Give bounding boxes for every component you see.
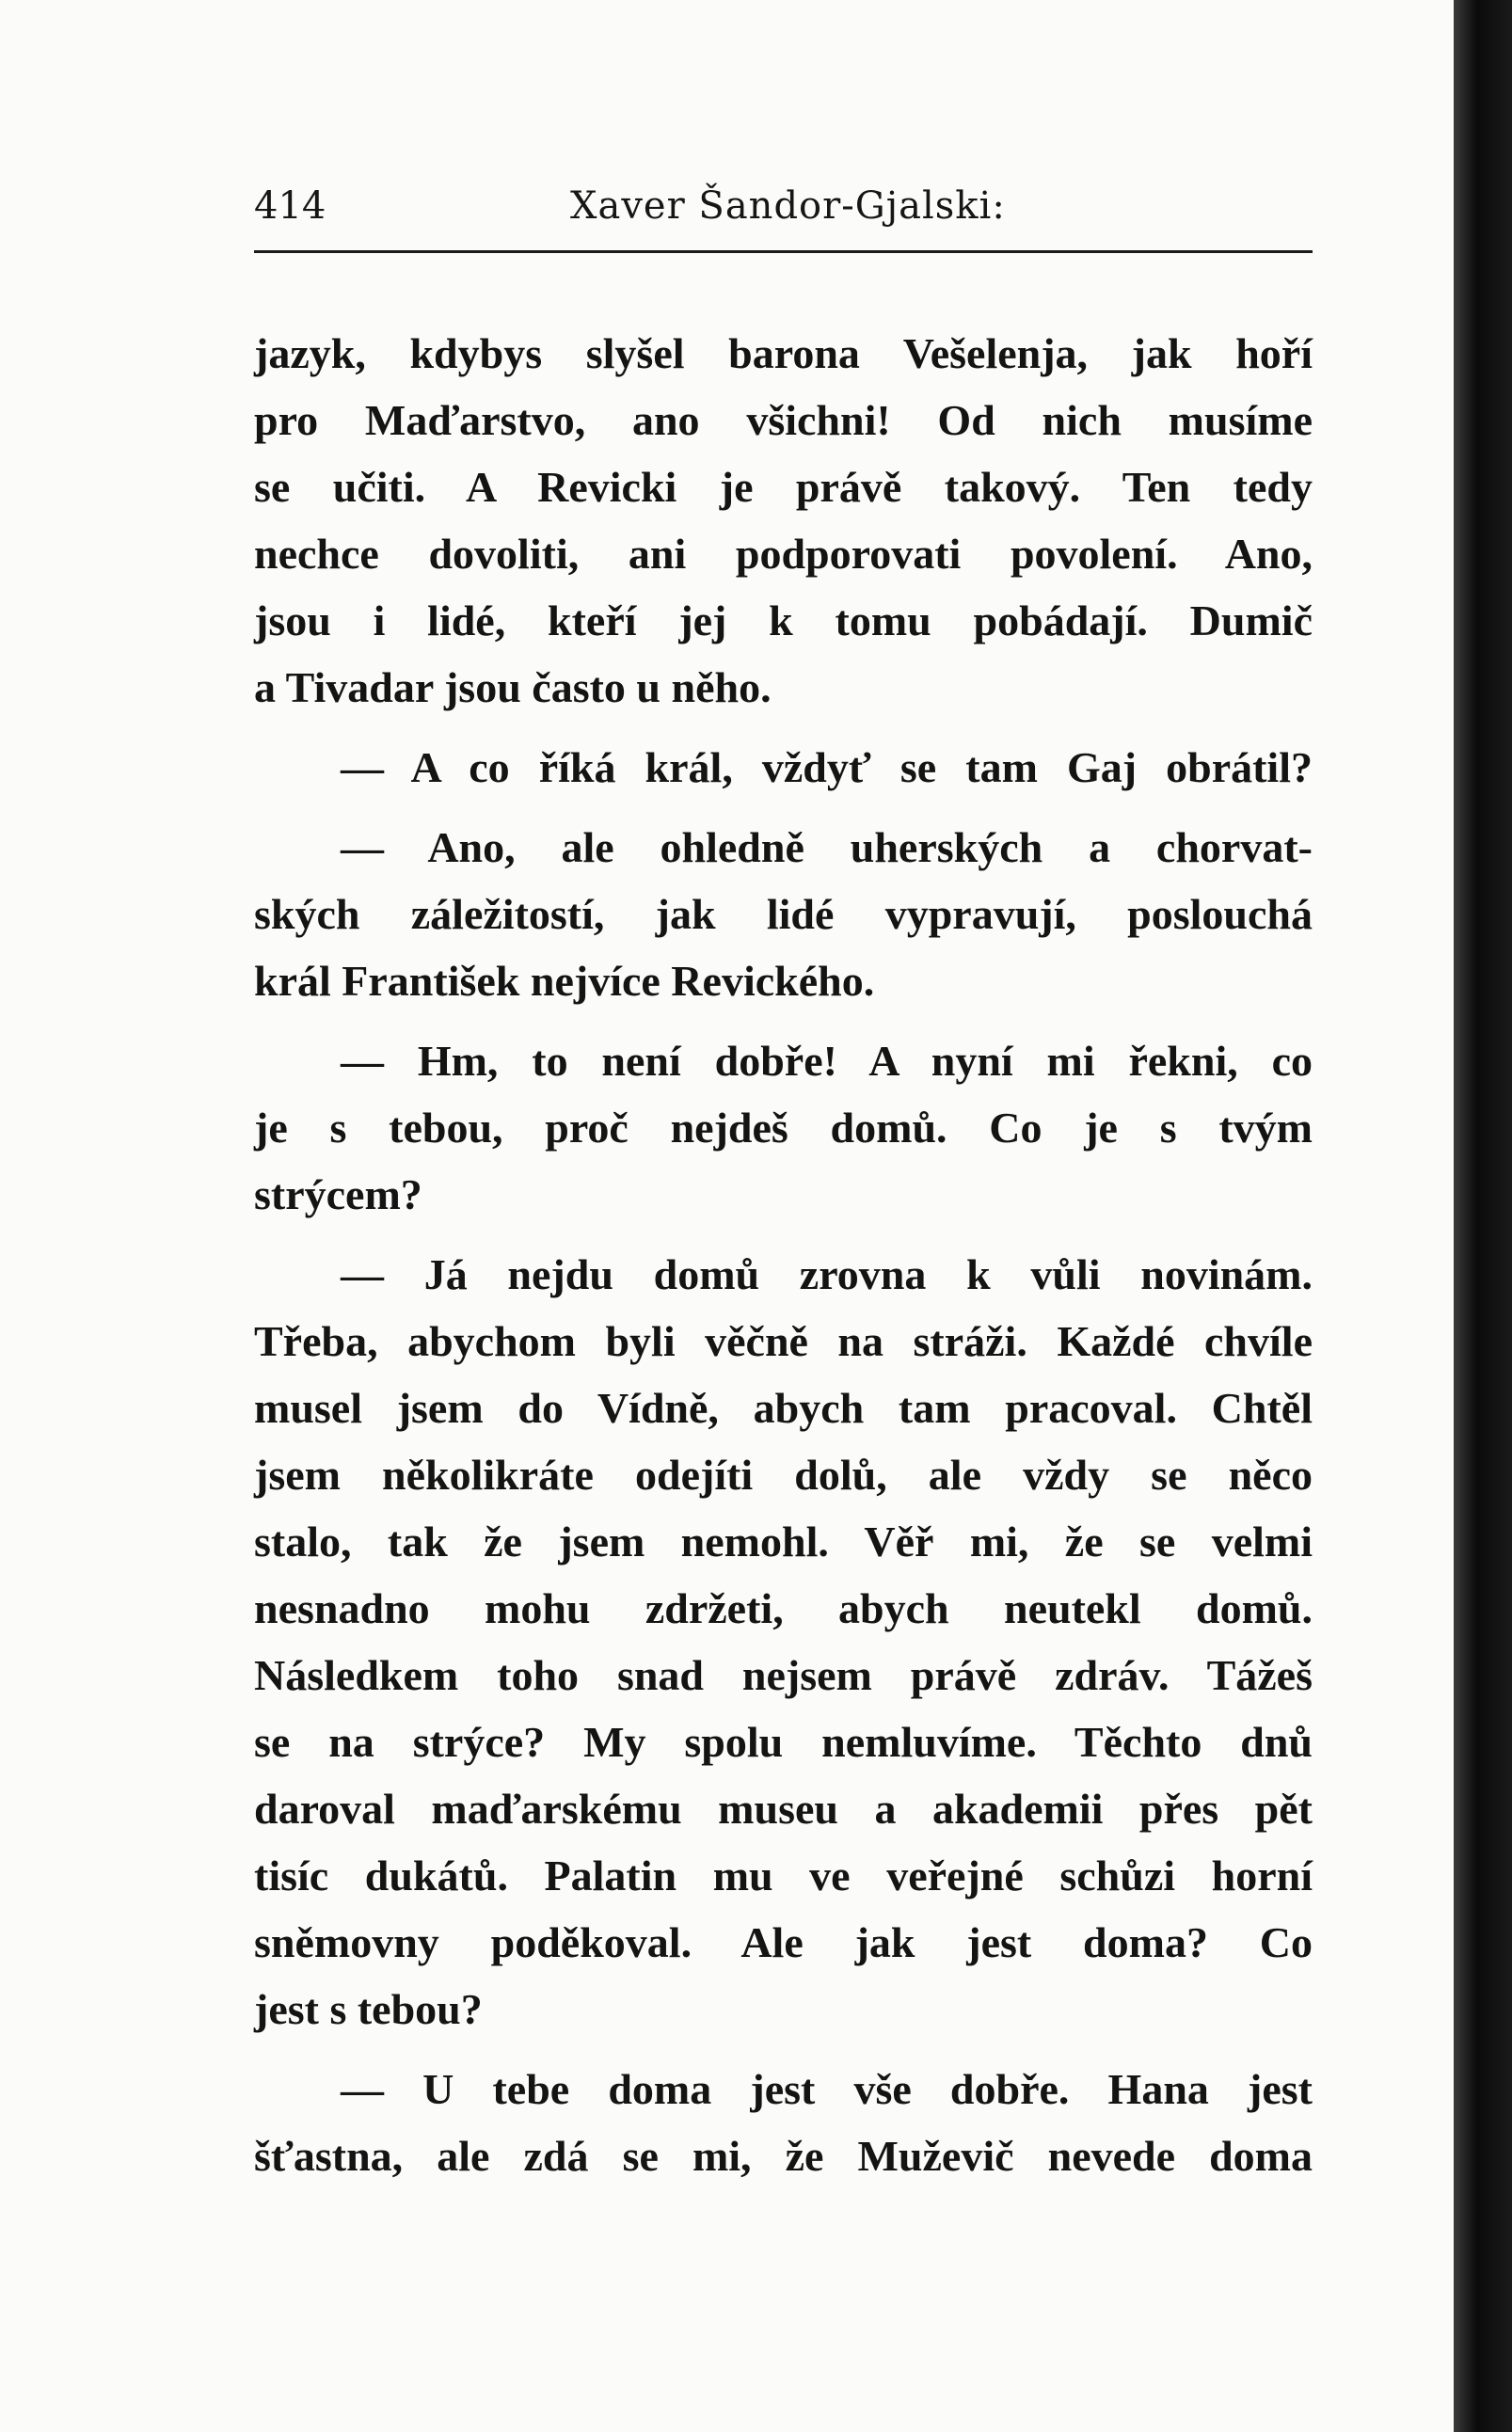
header-rule [254,250,1313,253]
text-line: stalo, tak že jsem nemohl. Věř mi, že se velmi [254,1518,1313,1566]
text-line: tisíc dukátů. Palatin mu ve veřejné schůzi horní [254,1852,1313,1900]
text-line: král František nejvíce Revického. [254,957,875,1005]
text-line: šťastna, ale zdá se mi, že Muževič nevede doma [254,2132,1313,2180]
text-line: — Já nejdu domů zrovna k vůli novinám. [341,1250,1313,1298]
text-line: Třeba, abychom byli věčně na stráži. Každé chvíle [254,1317,1313,1365]
text-line: se učiti. A Revicki je právě takový. Ten tedy [254,463,1313,511]
text-line: a Tivadar jsou často u něho. [254,663,772,711]
page-number: 414 [254,184,326,228]
page-header [254,184,1313,243]
text-line: musel jsem do Vídně, abych tam pracoval. Chtěl [254,1384,1313,1432]
text-line: je s tebou, proč nejdeš domů. Co je s tvým [254,1104,1313,1152]
text-line: jsem několikráte odejíti dolů, ale vždy se něco [254,1451,1313,1499]
book-binding-edge [1454,0,1512,2432]
text-line: daroval maďarskému museu a akademii přes pět [254,1785,1313,1833]
text-line: sněmovny poděkoval. Ale jak jest doma? Co [254,1918,1313,1966]
text-line: strýcem? [254,1170,422,1218]
text-line: jazyk, kdybys slyšel barona Vešelenja, jak hoří [254,329,1313,377]
text-line: Následkem toho snad nejsem právě zdráv. Tážeš [254,1651,1313,1699]
text-line: nesnadno mohu zdržeti, abych neutekl domů. [254,1584,1313,1632]
text-line: jest s tebou? [254,1985,483,2033]
text-line: pro Maďarstvo, ano všichni! Od nich musíme [254,396,1313,444]
text-line: — U tebe doma jest vše dobře. Hana jest [341,2065,1313,2113]
text-line: — Ano, ale ohledně uherských a chorvat- [341,823,1313,871]
text-line: nechce dovoliti, ani podporovati povolení. Ano, [254,530,1313,578]
text-line: jsou i lidé, kteří jej k tomu pobádají. Dumič [254,596,1313,644]
text-line: ských záležitostí, jak lidé vypravují, poslouchá [254,890,1313,938]
text-line: se na strýce? My spolu nemluvíme. Těchto dnů [254,1718,1313,1766]
running-title: Xaver Šandor-Gjalski: [570,184,1006,228]
text-line: — A co říká král, vždyť se tam Gaj obrátil? [341,743,1313,791]
text-line: — Hm, to není dobře! A nyní mi řekni, co [341,1037,1313,1085]
body-text [254,320,1313,2189]
